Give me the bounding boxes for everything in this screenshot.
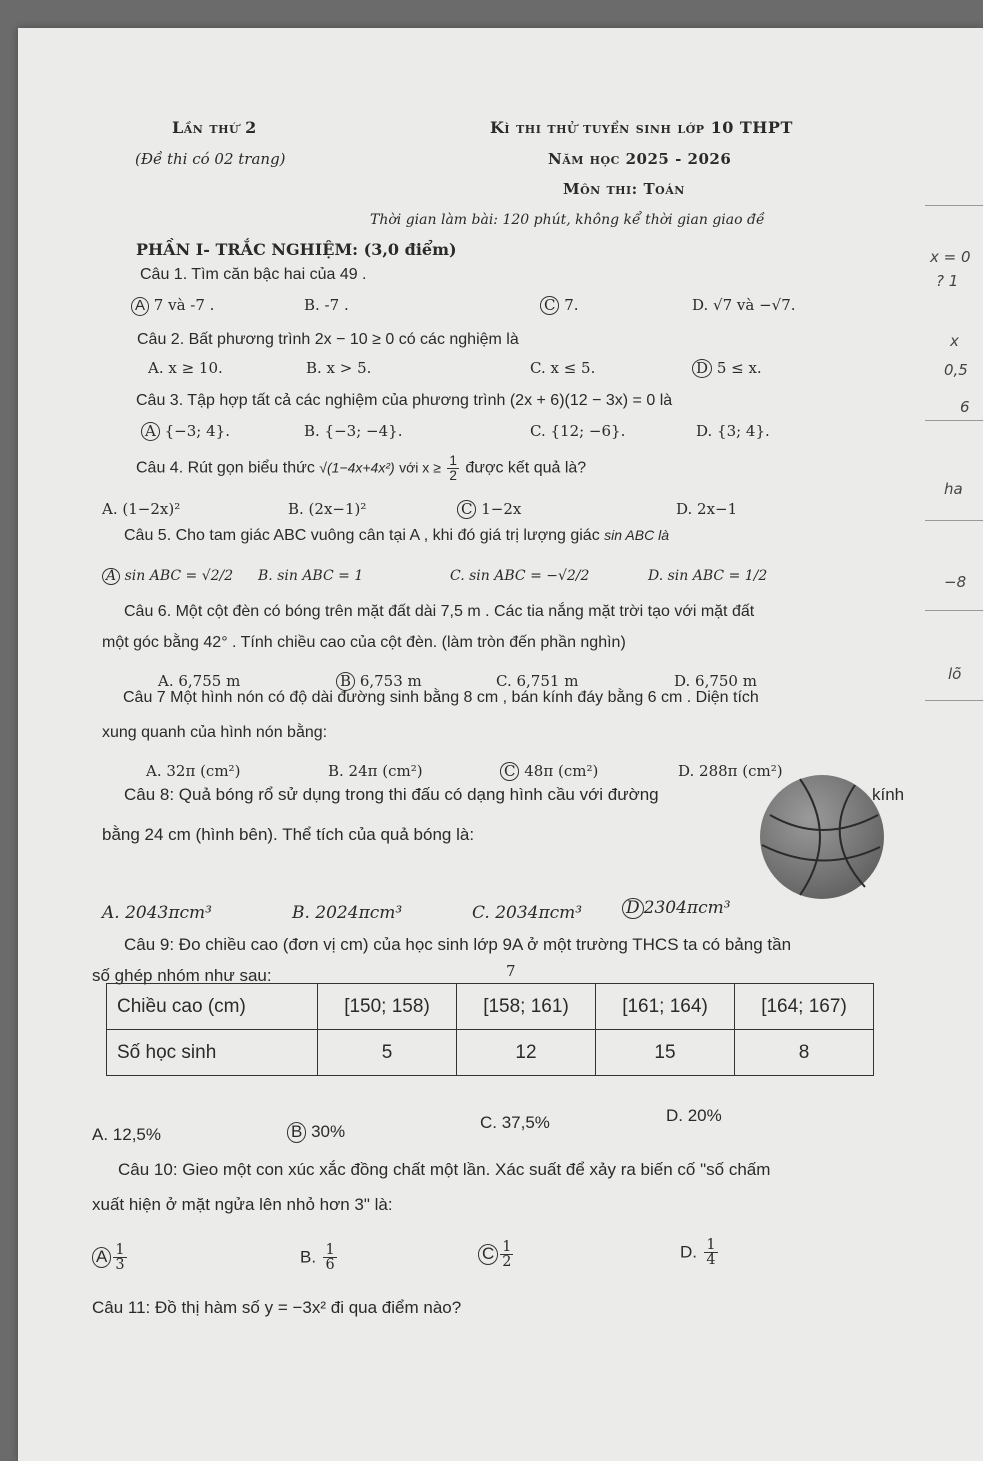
q4-condition: với x ≥ (399, 459, 441, 476)
q6-option-a: A. 6,755 m (158, 672, 241, 690)
q10-a-frac (113, 1243, 126, 1273)
q5-text-part1: Câu 5. Cho tam giác ABC vuông cân tại A , khi đó giá trị lượng giác (124, 527, 600, 544)
school-year: Năm học 2025 - 2026 (548, 150, 732, 168)
q10-b-den: 6 (325, 1257, 335, 1274)
margin-note: ha (944, 480, 963, 498)
q5-text (124, 527, 669, 545)
q8-d-mark: D (622, 898, 644, 919)
q8-option-d (622, 898, 731, 919)
q10-d-den: 4 (706, 1252, 716, 1269)
q10-a-den: 3 (115, 1257, 125, 1274)
q8-text-line2: bằng 24 cm (hình bên). Thể tích của quả bóng là: (102, 825, 475, 844)
q1-text: Câu 1. Tìm căn bậc hai của 49 . (140, 266, 367, 283)
q10-d-num: 1 (706, 1237, 716, 1253)
q10-a-mark: A (92, 1247, 111, 1268)
q9-b-text: 30% (311, 1122, 346, 1141)
q10-c-num: 1 (502, 1239, 512, 1255)
q5-a-mark: A (102, 568, 120, 585)
q10-option-b (300, 1243, 339, 1273)
q10-option-c (478, 1240, 515, 1270)
q4-option-d: D. 2x−1 (676, 500, 738, 518)
q10-d-frac (704, 1238, 717, 1268)
q5-option-d: D. sin ABC = 1/2 (648, 568, 768, 584)
q5-text-part2: sin ABC là (604, 527, 669, 543)
q4-c-text: 1−2x (481, 500, 522, 518)
table-count: 5 (318, 1030, 457, 1076)
q3-option-c: C. {12; −6}. (530, 422, 626, 440)
q1-option-d: D. √7 và −√7. (692, 296, 796, 314)
q1-a-text: 7 và -7 . (153, 296, 215, 314)
q6-option-c: C. 6,751 m (496, 672, 579, 690)
q10-b-frac (323, 1243, 336, 1273)
basketball-lines-icon (760, 775, 884, 899)
q10-c-frac (500, 1240, 513, 1270)
q9-option-a: A. 12,5% (92, 1125, 161, 1144)
margin-rule (925, 205, 983, 206)
table-count: 12 (457, 1030, 596, 1076)
q9-text-line1: Câu 9: Đo chiều cao (đơn vị cm) của học sinh lớp 9A ở một trường THCS ta có bảng tần (124, 935, 792, 954)
table-count: 15 (596, 1030, 735, 1076)
subject: Môn thi: Toán (563, 180, 685, 198)
q6-option-b (336, 672, 422, 691)
q8-option-b: B. 2024πcm³ (292, 903, 403, 923)
q7-option-a: A. 32π (cm²) (146, 762, 241, 780)
q7-text-line1: Câu 7 Một hình nón có độ dài đường sinh bằng 8 cm , bán kính đáy bằng 6 cm . Diện tích (123, 689, 759, 706)
pages-note: (Đề thi có 02 trang) (135, 150, 286, 168)
q9-option-b (287, 1122, 345, 1143)
q4-text-part2: được kết quả là? (465, 459, 587, 477)
q4-c-mark: C (457, 500, 476, 519)
margin-rule (925, 610, 983, 611)
q4-half-num: 1 (449, 453, 457, 468)
q10-c-mark: C (478, 1244, 498, 1265)
q5-a-text: sin ABC = √2/2 (124, 568, 234, 584)
q3-a-mark: A (141, 422, 160, 441)
basketball-image (760, 775, 884, 899)
q1-option-c (540, 296, 579, 315)
margin-rule (925, 700, 983, 701)
margin-note: lõ (948, 665, 962, 683)
margin-note: 0,5 (944, 361, 968, 379)
q1-option-b: B. -7 . (304, 296, 349, 314)
q2-d-mark: D (692, 359, 712, 378)
q7-c-mark: C (500, 762, 519, 781)
margin-note: ? 1 (936, 272, 959, 290)
q9-b-mark: B (287, 1122, 306, 1143)
table-header-students: Số học sinh (107, 1030, 318, 1076)
q8-text-kinh: kính (872, 785, 905, 804)
q10-option-d (680, 1238, 720, 1268)
exam-title: Kì thi thử tuyển sinh lớp 10 THPT (490, 118, 793, 137)
q4-option-b: B. (2x−1)² (288, 500, 367, 518)
q1-c-text: 7. (564, 296, 579, 314)
q9-option-d: D. 20% (666, 1106, 722, 1125)
margin-note: −8 (944, 573, 967, 591)
round-label: Lần thứ 2 (172, 118, 257, 137)
q5-option-c: C. sin ABC = −√2/2 (450, 568, 590, 584)
q5-option-b: B. sin ABC = 1 (258, 568, 364, 584)
q7-option-c (500, 762, 598, 781)
q6-b-text: 6,753 m (359, 672, 422, 690)
q10-b-num: 1 (325, 1242, 335, 1258)
q6-option-d: D. 6,750 m (674, 672, 757, 690)
q2-option-b: B. x > 5. (306, 359, 372, 377)
q7-option-d: D. 288π (cm²) (678, 762, 783, 780)
q10-b-label: B. (300, 1247, 317, 1267)
q8-text-line1: Câu 8: Quả bóng rổ sử dụng trong thi đấu có dạng hình cầu với đường (124, 785, 659, 804)
table-interval: [158; 161) (457, 984, 596, 1030)
q3-option-b: B. {−3; −4}. (304, 422, 403, 440)
time-note: Thời gian làm bài: 120 phút, không kể thời gian giao đề (370, 212, 765, 228)
q6-b-mark: B (336, 672, 355, 691)
q10-a-num: 1 (115, 1242, 125, 1258)
table-interval: [161; 164) (596, 984, 735, 1030)
q10-option-a (92, 1243, 129, 1273)
q7-option-b: B. 24π (cm²) (328, 762, 423, 780)
q4-option-c (457, 500, 521, 519)
q1-choice-mark: A (131, 297, 149, 316)
q4-half (447, 454, 459, 482)
q10-text-line2: xuất hiện ở mặt ngửa lên nhỏ hơn 3" là: (92, 1195, 393, 1214)
q8-option-a: A. 2043πcm³ (102, 903, 212, 923)
q11-text: Câu 11: Đồ thị hàm số y = −3x² đi qua điểm nào? (92, 1298, 462, 1317)
table-row (107, 1030, 874, 1076)
margin-rule (925, 420, 983, 421)
q3-a-text: {−3; 4}. (164, 422, 230, 440)
q7-text-line2: xung quanh của hình nón bằng: (102, 724, 328, 741)
q6-text-line2: một góc bằng 42° . Tính chiều cao của cột đèn. (làm tròn đến phần nghìn) (102, 634, 626, 651)
q2-option-a: A. x ≥ 10. (148, 359, 223, 377)
q3-text: Câu 3. Tập hợp tất cả các nghiệm của phương trình (2x + 6)(12 − 3x) = 0 là (136, 392, 673, 409)
table-header-height: Chiều cao (cm) (107, 984, 318, 1030)
q3-option-a (141, 422, 230, 441)
table-interval: [150; 158) (318, 984, 457, 1030)
q8-option-c: C. 2034πcm³ (472, 903, 583, 923)
q4-half-den: 2 (449, 467, 457, 483)
q4-text (136, 454, 586, 482)
q10-d-label: D. (680, 1242, 697, 1262)
table-row (107, 984, 874, 1030)
q4-expression: √(1−4x+4x²) (319, 459, 395, 476)
q9-option-c: C. 37,5% (480, 1113, 550, 1132)
q4-text-part1: Câu 4. Rút gọn biểu thức (136, 459, 315, 477)
q9-margin-mark: 7 (506, 962, 516, 980)
q10-c-den: 2 (502, 1254, 512, 1271)
margin-note: x = 0 (930, 248, 971, 266)
q2-d-text: 5 ≤ x. (716, 359, 762, 377)
margin-note: x (950, 332, 959, 350)
margin-rule (925, 520, 983, 521)
q5-option-a (102, 568, 233, 585)
q1-c-mark: C (540, 296, 559, 315)
q2-text: Câu 2. Bất phương trình 2x − 10 ≥ 0 có các nghiệm là (137, 331, 519, 348)
q7-c-text: 48π (cm²) (524, 762, 599, 780)
table-interval: [164; 167) (735, 984, 874, 1030)
q8-d-text: 2304πcm³ (643, 898, 731, 918)
q10-text-line1: Câu 10: Gieo một con xúc xắc đồng chất một lần. Xác suất để xảy ra biến cố "số chấm (118, 1160, 771, 1179)
q4-option-a: A. (1−2x)² (102, 500, 181, 518)
section-title: PHẦN I- TRẮC NGHIỆM: (3,0 điểm) (136, 240, 457, 259)
q1-option-a (131, 296, 214, 316)
q6-text-line1: Câu 6. Một cột đèn có bóng trên mặt đất dài 7,5 m . Các tia nắng mặt trời tạo với mặt đất (124, 603, 755, 620)
q9-text-line2: số ghép nhóm như sau: (92, 966, 272, 985)
q2-option-d (692, 359, 762, 378)
table-count: 8 (735, 1030, 874, 1076)
q3-option-d: D. {3; 4}. (696, 422, 770, 440)
q2-option-c: C. x ≤ 5. (530, 359, 596, 377)
frequency-table (106, 983, 874, 1076)
margin-note: 6 (960, 398, 970, 416)
